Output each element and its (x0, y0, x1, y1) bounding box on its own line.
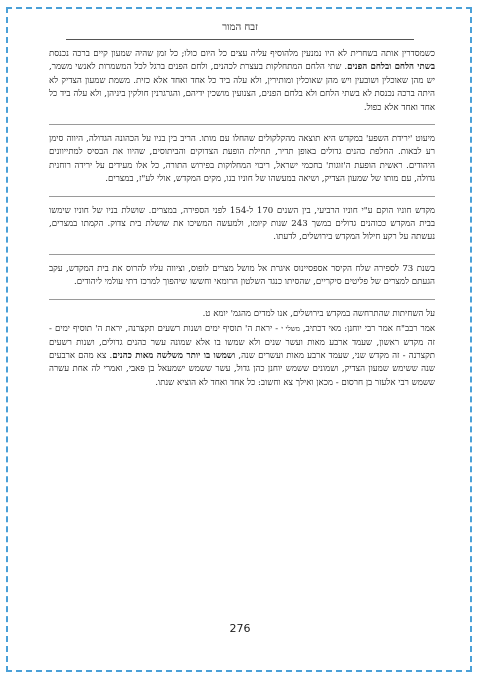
page-body (49, 48, 435, 399)
paragraph-2: מיעוט 'ירידת השפע' במקדש היא תוצאה מהקלקולים שהחלו עם מותו. הריב בין בניו על הכהונה הגדולה, היווה סימן רע לבאות. החלפת כהנים גדולים באופן תדיר, תחילת הופעת הצדוקים והביתוסים, שהיוו את הבסיס למתייוונים היהודים. ראשית הופעת ה'זוגות' בחכמי ישראל, ריבוי המחלוקות בפירוש התורה, כל אלו מעידים על ירידה רוחנית גדולה, עם מותו של שמעון הצדיק, ושיאה במעשהו של חוניו בנו, מקים המקדש, אולי לע"ז, במצרים. (49, 134, 435, 185)
section-divider (49, 196, 435, 197)
paragraph-3: מקדש חוניו הוקם ע"י חוניו הרביעי, בין השנים 170 ל-154 לפני הספירה, במצרים. שושלת בניו של חוניו שימשו בבית המקדש ככוהנים גדולים במשך 243 שנות קיומו, ולמעשה המשיכו את שושלת בית צדוק. הקמתו במצרים, נעשתה על רקע חילול המקדש בירושלים, לדעתו. (49, 205, 436, 243)
paragraph-1-text-c: . שתי הלחם המתחלקות בעצרת לכהנים, ולחם הפנים ברגל לכל המשמרות לאנשי משמר, יש מהן שאוכלין ושובעין ויש מהן שאוכלין ומותירין, ולא עלה ביד כל אחד ואחד אלא כזית. משמת שמעון הצדיק לא היתה ברכה נכנסת לא בשתי הלחם ולא בלחם הפנים, הצנועין מושכין ידיהם, והגרגרנין חולקין ביניהן, ולא עלה ביד כל אחד ואחד אלא כפול. (49, 62, 435, 113)
header-rule (66, 39, 414, 40)
section-divider (49, 124, 435, 125)
paragraph-4: בשנת 73 לספירה שלח הקיסר אספסיינוס איגרת אל מושל מצרים לופוס, וציווה עליו להרוס את בית המקדש, עקב הגעתם למצרים של פליטים סיקריים, שהסיתו כנגד השלטון הרומאי וחששו שיהפוך למרכז דתי עולמי ליהודים. (49, 263, 435, 288)
quote-text-d: . צא מהם ארבעים שנה ששימש שמעון הצדיק, ושמונים ששמש יוחנן כהן גדול, עשר ששמש ישמעאל בן פאבי, ואמרי לה אחת עשרה ששמש רבי אלעזר בן חרסום - מכאן ואילך צא וחשוב: כל אחד ואחד לא הוציא שנתו. (49, 350, 435, 388)
quote-text-a: אמר רבב"ח אמר רבי יוחנן: מאי דכתיב, (299, 324, 435, 335)
section-divider (49, 299, 435, 300)
running-header: זבח המור (222, 22, 258, 33)
quote-paragraph (49, 323, 435, 390)
quote-text-b: - יראת ה' תוסיף ימים ושנות רשעים תקצרנה, יראת ה' תוסיף ימים - זה מקדש ראשון, שעמד ארבע מאות ועשר שנים ולא שמשו בו אלא שמונה עשר כהנים גדולים, ושנות רשעים תקצרנה - זה מקדש שני, שעמד ארבע מאות ועשרים שנה, (49, 324, 435, 361)
paragraph-5: על השחיתות שהתרחשה במקדש בירושלים, אנו למדים מהגמ' יומא ט. (202, 308, 435, 319)
quote-citation: משלי י (281, 325, 300, 334)
paragraph-1 (49, 48, 435, 115)
paragraph-1-text-a: כשמסדרין אותה בשחרית לא היו נמנעין מלהוסיף עליה עצים כל היום כולו; כל זמן שהיה שמעון קיים ברכה נכנסת (49, 49, 435, 59)
section-divider (49, 254, 435, 255)
paragraph-1-bold: בשתי הלחם ובלחם הפנים (347, 62, 435, 73)
page-number: 276 (229, 622, 251, 635)
quote-bold: ושמשו בו יותר משלשה מאות כהנים (112, 350, 236, 361)
